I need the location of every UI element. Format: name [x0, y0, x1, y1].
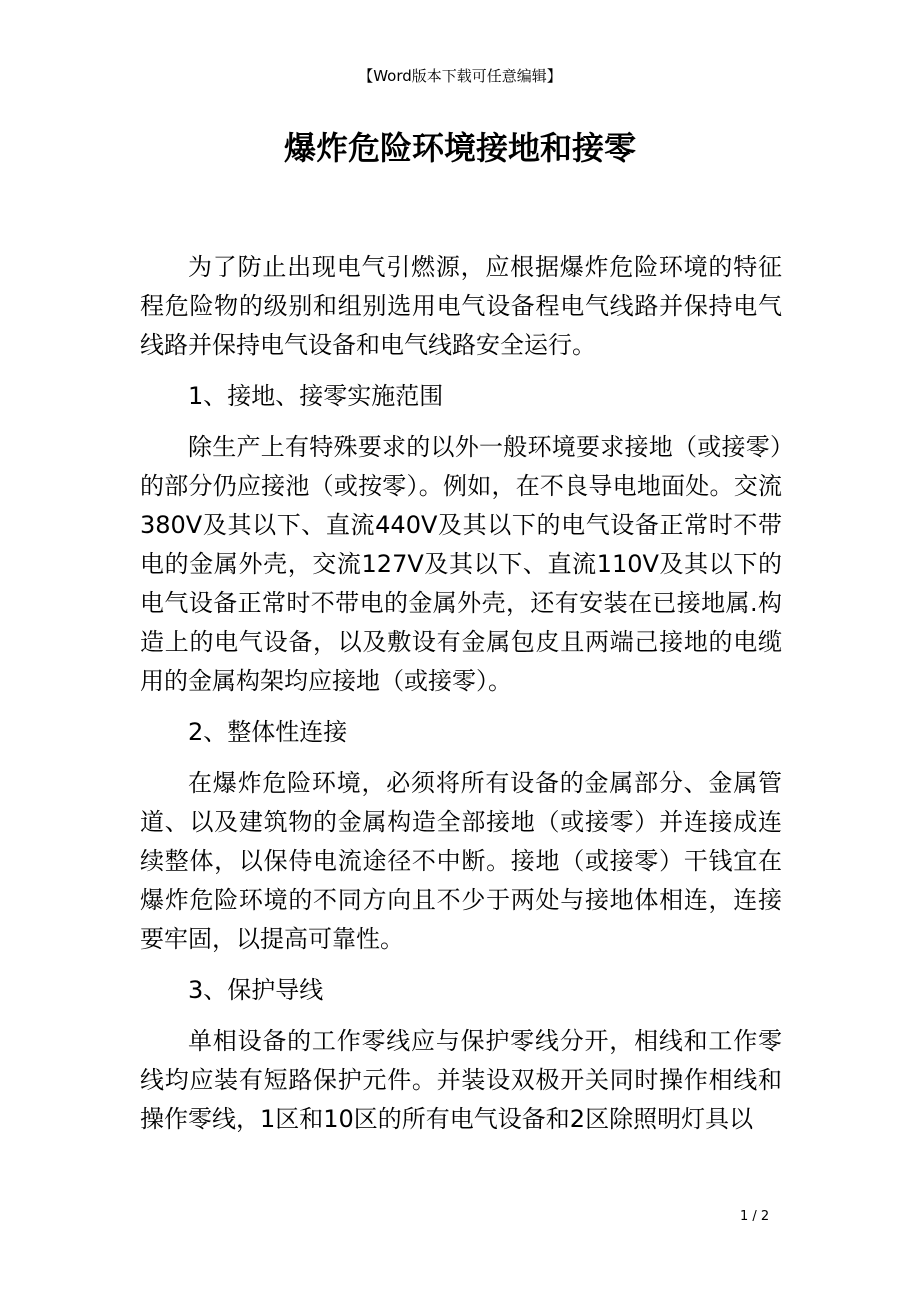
intro-paragraph: 为了防止出现电气引燃源，应根据爆炸危险环境的特征程危险物的级别和组别选用电气设备程电气线路并保持电气线路并保持电气设备和电气线路安全运行。 [140, 253, 782, 359]
section-paragraph-1: 除生产上有特殊要求的以外一般环境要求接地（或接零）的部分仍应接池（或按零）。例如，在不良导电地面处。交流380V及其以下、直流440V及其以下的电气设备正常时不带电的金属外壳，交流127V及其以下、直流110V及其以下的电气设备正常时不带电的金属外壳，还有安装在已接地属.构造上的电气设备，以及敷设有金属包皮且两端己接地的电缆用的金属构架均应接地（或接零）。 [140, 433, 782, 695]
section-heading-2: 2、整体性连接 [188, 718, 348, 746]
header-note: 【Word版本下载可任意编辑】 [358, 67, 562, 85]
section-heading-1: 1、接地、接零实施范围 [188, 382, 444, 410]
section-paragraph-2: 在爆炸危险环境，必须将所有设备的金属部分、金属管道、以及建筑物的金属构造全部接地（或接零）并连接成连续整体，以保侍电流途径不中断。接地（或接零）干钱宜在爆炸危险环境的不同方向且不少于两处与接地体相连，连接要牢固，以提高可靠性。 [140, 769, 782, 953]
document-title: 爆炸危险环境接地和接零 [283, 129, 636, 167]
section-paragraph-3: 单相设备的工作零线应与保护零线分开，相线和工作零线均应装有短路保护元件。并装设双极开关同时操作相线和操作零线，1区和10区的所有电气设备和2区除照明灯具以 [140, 1027, 782, 1133]
section-heading-3: 3、保护导线 [188, 976, 324, 1004]
document-body [140, 248, 782, 1151]
page-number: 1 / 2 [740, 1209, 770, 1224]
